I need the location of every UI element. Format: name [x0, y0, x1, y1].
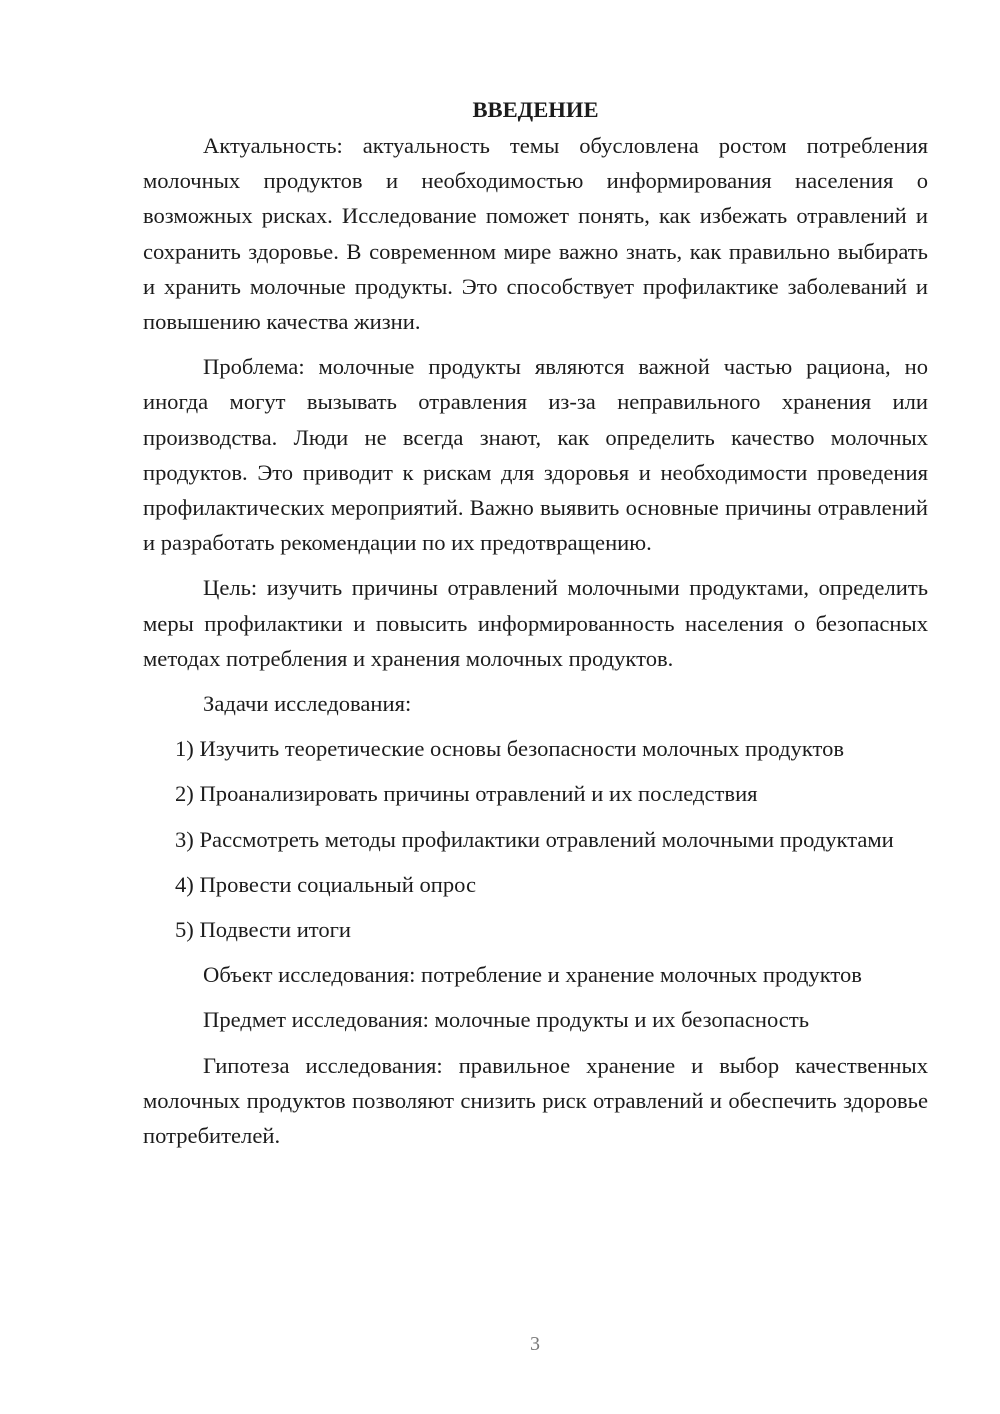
paragraph-problem: Проблема: молочные продукты являются важной частью рациона, но иногда могут вызывать отравления из-за неправильного хранения или производства. Люди не всегда знают, как определить качество молочных продуктов. Это приводит к рискам для здоровья и необходимости проведения профилактических мероприятий. Важно выявить основные причины отравлений и разработать рекомендации по их предотвращению.	[143, 354, 928, 556]
paragraph-object: Объект исследования: потребление и хранение молочных продуктов	[203, 962, 862, 988]
task-item: 1) Изучить теоретические основы безопасности молочных продуктов	[175, 736, 845, 762]
paragraph-relevance: Актуальность: актуальность темы обусловлена ростом потребления молочных продуктов и необходимостью информирования населения о возможных рисках. Исследование поможет понять, как избежать отравлений и сохранить здоровье. В современном мире важно знать, как правильно выбирать и хранить молочные продукты. Это способствует профилактике заболеваний и повышению качества жизни.	[143, 133, 928, 335]
page-content	[143, 92, 928, 1163]
page-number: 3	[530, 1333, 540, 1355]
paragraph-goal: Цель: изучить причины отравлений молочными продуктами, определить меры профилактики и повысить информированность населения о безопасных методах потребления и хранения молочных продуктов.	[143, 575, 928, 671]
task-item: 3) Рассмотреть методы профилактики отравлений молочными продуктами	[175, 826, 894, 852]
task-item: 4) Провести социальный опрос	[175, 871, 477, 897]
tasks-heading: Задачи исследования:	[203, 691, 412, 717]
section-title: ВВЕДЕНИЕ	[472, 97, 599, 122]
paragraph-hypothesis: Гипотеза исследования: правильное хранение и выбор качественных молочных продуктов позволяют снизить риск отравлений и обеспечить здоровье потребителей.	[143, 1052, 928, 1149]
paragraph-subject: Предмет исследования: молочные продукты и их безопасность	[203, 1007, 810, 1033]
task-item: 5) Подвести итоги	[175, 917, 352, 943]
task-item: 2) Проанализировать причины отравлений и их последствия	[175, 781, 758, 807]
